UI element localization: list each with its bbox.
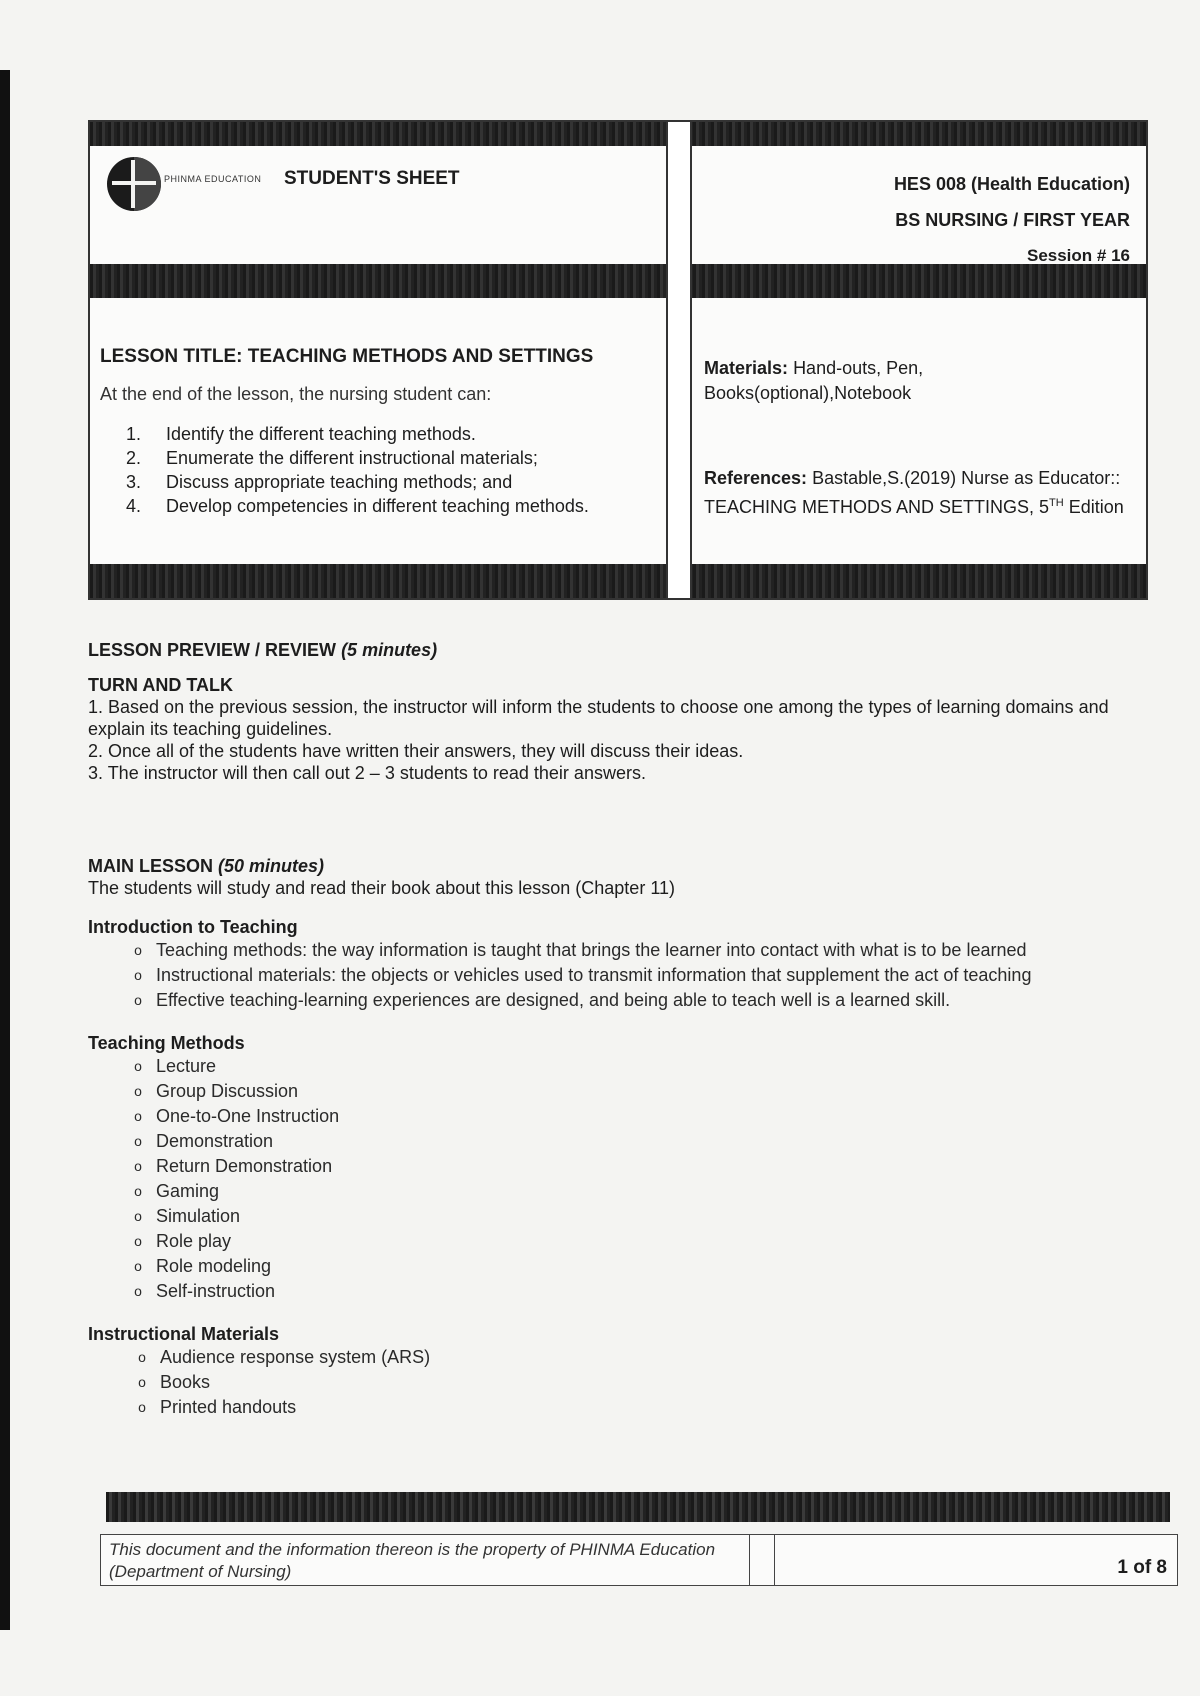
list-item: o Printed handouts [138,1397,297,1417]
footer-separator [749,1535,775,1585]
list-item: o Effective teaching-learning experiences are designed, and being able to teach well is a learned skill. [134,990,951,1010]
list-item: o Demonstration [134,1131,274,1151]
header-bar-top [90,122,1146,146]
references-edition: Edition [1063,497,1124,517]
materials-block [704,356,1124,406]
lesson-title: LESSON TITLE: TEACHING METHODS AND SETTINGS [100,346,594,367]
intro-teaching-heading: Introduction to Teaching [88,917,298,937]
preview-step: 2. Once all of the students have written their answers, they will discuss their ideas. [88,741,744,761]
scan-edge [0,70,10,1630]
program-year: BS NURSING / FIRST YEAR [895,210,1130,230]
course-code: HES 008 (Health Education) [893,174,1130,194]
list-item: o Books [138,1372,211,1392]
session-number: Session # 16 [1026,246,1130,265]
header-table [88,120,1148,600]
objective-item: 4. Develop competencies in different teaching methods. [126,496,589,516]
list-item: o Instructional materials: the objects or vehicles used to transmit information that supplement the act of teaching [134,965,1032,985]
preview-step: 1. Based on the previous session, the instructor will inform the students to choose one among the types of learning domains and explain its teaching guidelines. [88,697,1109,739]
edition-superscript: TH [1049,497,1064,509]
preview-section [88,640,1128,784]
list-item: o One-to-One Instruction [134,1106,340,1126]
preview-heading: LESSON PREVIEW / REVIEW (5 minutes) [88,640,438,660]
footer-bar [106,1492,1170,1522]
instructional-materials-heading: Instructional Materials [88,1324,280,1344]
objectives-list [126,422,589,518]
list-item: o Gaming [134,1181,220,1201]
phinma-logo-icon [104,154,164,214]
turn-and-talk-heading: TURN AND TALK [88,675,233,695]
property-notice: This document and the information thereon is the property of PHINMA Education (Department of Nursing) [109,1540,716,1581]
instructional-materials-list [124,1345,1148,1420]
list-item: o Simulation [134,1206,241,1226]
teaching-methods-heading: Teaching Methods [88,1033,245,1053]
logo-text: PHINMA EDUCATION [164,174,262,184]
list-item: o Audience response system (ARS) [138,1347,431,1367]
objective-item: 1. Identify the different teaching methods. [126,424,476,444]
list-item: o Teaching methods: the way information is taught that brings the learner into contact with what is to be learned [134,940,1027,960]
footer-box [100,1534,1178,1586]
header-bar-bottom [90,564,1146,598]
main-lesson-heading: MAIN LESSON (50 minutes) [88,856,325,876]
references-block [704,466,1124,520]
objective-item: 2. Enumerate the different instructional materials; [126,448,538,468]
intro-teaching-list [120,938,1148,1013]
list-item: o Role modeling [134,1256,272,1276]
references-text: Bastable,S.(2019) Nurse as Educator:: TEACHING METHODS AND SETTINGS, 5 [704,468,1121,517]
materials-text: Hand-outs, Pen, Books(optional),Notebook [704,358,924,403]
references-label: References: [704,468,808,488]
list-item: o Self-instruction [134,1281,276,1301]
list-item: o Role play [134,1231,232,1251]
list-item: o Group Discussion [134,1081,299,1101]
objective-item: 3. Discuss appropriate teaching methods; and [126,472,513,492]
list-item: o Return Demonstration [134,1156,333,1176]
teaching-methods-list [120,1054,1148,1304]
main-lesson-intro: The students will study and read their book about this lesson (Chapter 11) [88,878,675,898]
column-separator [666,122,692,598]
preview-step: 3. The instructor will then call out 2 – 3 students to read their answers. [88,763,646,783]
page-number: 1 of 8 [1117,1557,1167,1578]
header-bar-middle [90,264,1146,298]
objectives-intro: At the end of the lesson, the nursing student can: [100,384,492,404]
list-item: o Lecture [134,1056,217,1076]
main-lesson-section [88,856,1148,1420]
sheet-title: STUDENT'S SHEET [284,168,460,189]
materials-label: Materials: [704,358,789,378]
